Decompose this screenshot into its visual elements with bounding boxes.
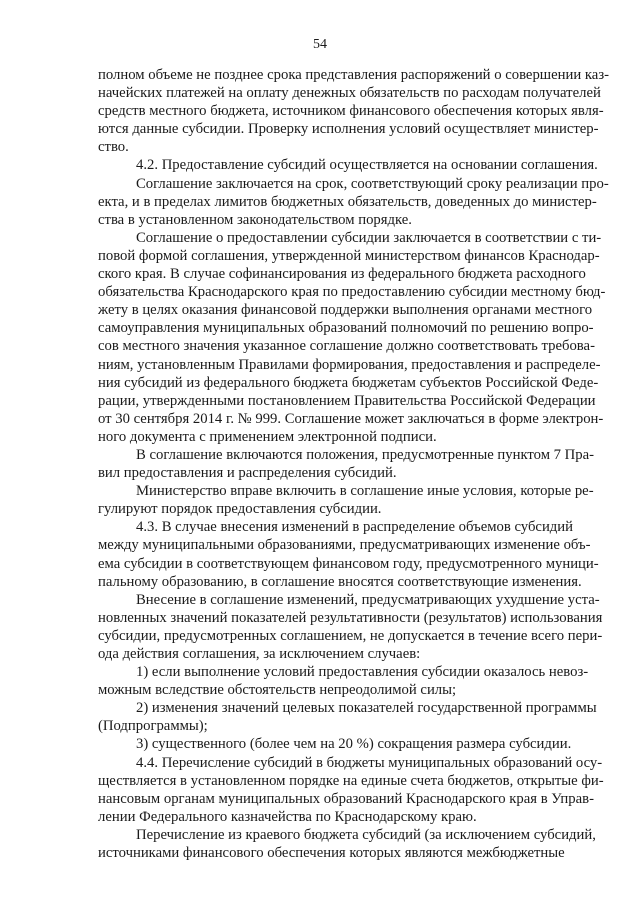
- text-line: ются данные субсидии. Проверку исполнения условий осуществляет министер-: [98, 121, 599, 138]
- text-line: сов местного значения указанное соглашение должно соответствовать требова-: [98, 338, 595, 355]
- text-line: ниям, установленным Правилами формирования, предоставления и распределе-: [98, 356, 601, 373]
- text-line: 2) изменения значений целевых показателей государственной программы: [136, 700, 597, 717]
- text-line: пальному образованию, в соглашение вносятся соответствующие изменения.: [98, 573, 582, 590]
- text-line: лении Федерального казначейства по Краснодарскому краю.: [98, 808, 477, 825]
- text-line: субсидии, предусмотренных соглашением, не допускается в течение всего пери-: [98, 627, 603, 644]
- text-line: полном объеме не позднее срока представления распоряжений о совершении каз-: [98, 67, 610, 83]
- text-line: 4.3. В случае внесения изменений в распределение объемов субсидий: [136, 519, 574, 536]
- paragraph: [98, 446, 618, 482]
- text-line: 1) если выполнение условий предоставления субсидии оказалось невоз-: [136, 664, 589, 681]
- text-line: Соглашение заключается на срок, соответствующий сроку реализации про-: [136, 175, 609, 192]
- paragraph: [98, 663, 618, 699]
- text-line: можным вследствие обстоятельств непреодолимой силы;: [98, 682, 457, 699]
- text-line: ского края. В случае софинансирования из федерального бюджета расходного: [98, 266, 586, 283]
- text-line: В соглашение включаются положения, предусмотренные пунктом 7 Пра-: [136, 446, 595, 463]
- paragraph: [98, 754, 618, 826]
- text-line: источниками финансового обеспечения которых являются межбюджетные: [98, 845, 565, 862]
- text-line: екта, и в пределах лимитов бюджетных обязательств, доведенных до министер-: [98, 193, 597, 210]
- text-line: новленных значений показателей результативности (результатов) использования: [98, 609, 603, 626]
- page-number: 54: [313, 37, 327, 52]
- text-line: ния субсидий из федерального бюджета бюджетам субъектов Российской Феде-: [98, 374, 599, 391]
- text-line: обязательства Краснодарского края по предоставлению субсидии местному бюд-: [98, 284, 606, 301]
- paragraph: [98, 229, 618, 446]
- paragraph: [98, 699, 618, 735]
- text-line: 4.2. Предоставление субсидий осуществляется на основании соглашения.: [136, 157, 598, 174]
- text-line: средств местного бюджета, источником финансового обеспечения которых явля-: [98, 103, 604, 120]
- text-line: ство.: [98, 139, 129, 156]
- text-line: рации, утвержденными постановлением Правительства Российской Федерации: [98, 392, 596, 409]
- paragraph: [98, 518, 618, 590]
- text-line: 4.4. Перечисление субсидий в бюджеты муниципальных образований осу-: [136, 754, 603, 771]
- text-line: 3) существенного (более чем на 20 %) сокращения размера субсидии.: [136, 736, 572, 753]
- text-line: самоуправления муниципальных образований полномочий по решению вопро-: [98, 320, 594, 337]
- text-line: ства в установленном законодательством порядке.: [98, 211, 412, 228]
- text-line: от 30 сентября 2014 г. № 999. Соглашение может заключаться в форме электрон-: [98, 410, 604, 427]
- paragraph: [98, 482, 618, 518]
- text-line: Министерство вправе включить в соглашение иные условия, которые ре-: [136, 483, 594, 500]
- text-line: повой формой соглашения, утвержденной министерством финансов Краснодар-: [98, 247, 600, 264]
- text-line: гулируют порядок предоставления субсидии.: [98, 501, 382, 518]
- text-line: ществляется в установленном порядке на единые счета бюджетов, открытые фи-: [98, 772, 604, 789]
- text-line: начейских платежей на оплату денежных обязательств по расходам получателей: [98, 85, 601, 102]
- text-line: ода действия соглашения, за исключением случаев:: [98, 646, 421, 662]
- text-line: ема субсидии в соответствующем финансовом году, предусмотренного муници-: [98, 555, 599, 572]
- text-line: нансовым органам муниципальных образований Краснодарского края в Управ-: [98, 790, 594, 807]
- body-text: [98, 66, 618, 862]
- text-line: Соглашение о предоставлении субсидии заключается в соответствии с ти-: [136, 229, 602, 246]
- paragraph: [98, 591, 618, 663]
- paragraph: [98, 66, 618, 156]
- paragraph: [98, 735, 618, 753]
- text-line: между муниципальными образованиями, предусматривающих изменение объ-: [98, 537, 591, 554]
- text-line: Перечисление из краевого бюджета субсидий (за исключением субсидий,: [136, 826, 596, 843]
- paragraph: [98, 175, 618, 229]
- paragraph: [98, 826, 618, 862]
- text-line: (Подпрограммы);: [98, 718, 208, 735]
- text-line: ного документа с применением электронной подписи.: [98, 428, 437, 445]
- paragraph: [98, 156, 618, 174]
- text-line: вил предоставления и распределения субсидий.: [98, 465, 397, 482]
- text-line: Внесение в соглашение изменений, предусматривающих ухудшение уста-: [136, 591, 600, 608]
- text-line: жету в целях оказания финансовой поддержки выполнения органами местного: [98, 302, 593, 319]
